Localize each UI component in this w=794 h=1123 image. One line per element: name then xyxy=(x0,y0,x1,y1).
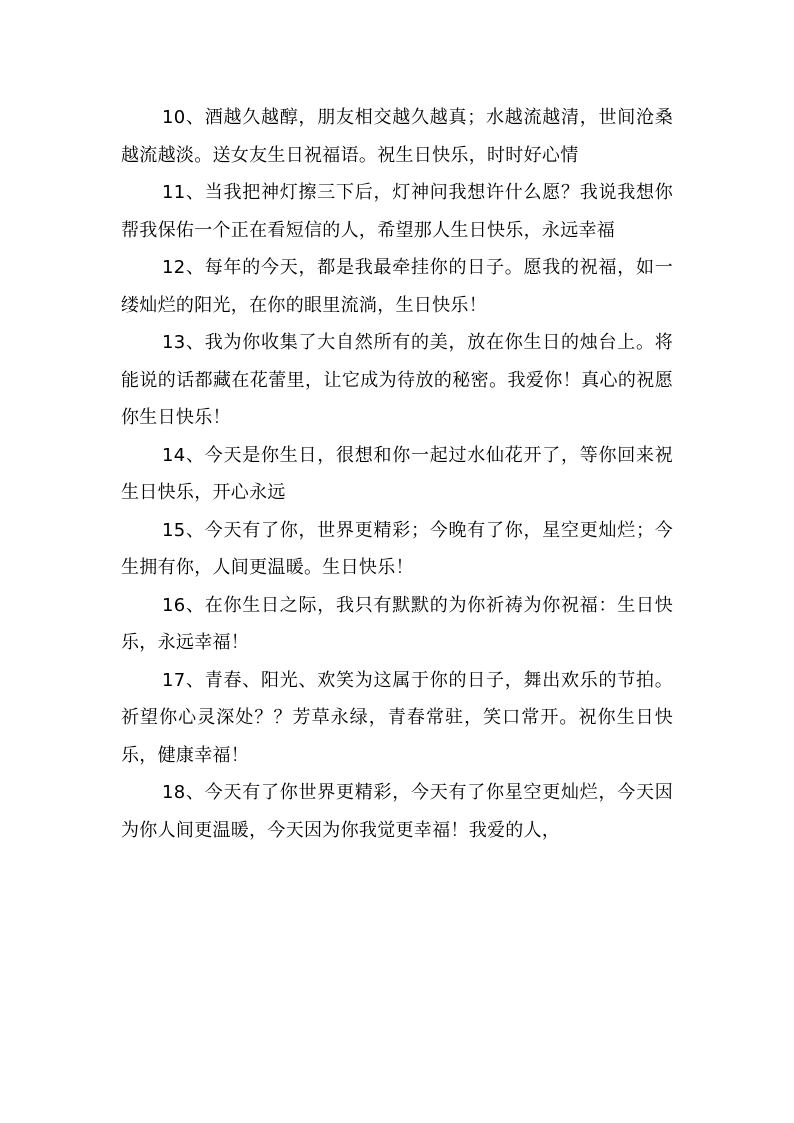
paragraph-12: 12、每年的今天，都是我最牵挂你的日子。愿我的祝福，如一缕灿烂的阳光，在你的眼里流淌，生日快乐！ xyxy=(121,257,673,316)
paragraph-17: 17、青春、阳光、欢笑为这属于你的日子，舞出欢乐的节拍。祈望你心灵深处？？芳草永绿，青春常驻，笑口常开。祝你生日快乐，健康幸福！ xyxy=(121,669,673,766)
document-body xyxy=(121,99,673,849)
paragraph-14: 14、今天是你生日，很想和你一起过水仙花开了，等你回来祝生日快乐，开心永远 xyxy=(121,444,673,503)
paragraph-10: 10、酒越久越醇，朋友相交越久越真；水越流越清，世间沧桑越流越淡。送女友生日祝福语。祝生日快乐，时时好心情 xyxy=(121,107,673,166)
paragraph-16: 16、在你生日之际，我只有默默的为你祈祷为你祝福：生日快乐，永远幸福！ xyxy=(121,594,673,653)
paragraph-15: 15、今天有了你，世界更精彩；今晚有了你，星空更灿烂；今生拥有你，人间更温暖。生日快乐！ xyxy=(121,519,673,578)
paragraph-13: 13、我为你收集了大自然所有的美，放在你生日的烛台上。将能说的话都藏在花蕾里，让它成为待放的秘密。我爱你！真心的祝愿你生日快乐！ xyxy=(121,332,673,428)
paragraph-18: 18、今天有了你世界更精彩，今天有了你星空更灿烂，今天因为你人间更温暖，今天因为你我觉更幸福！我爱的人， xyxy=(121,782,673,841)
paragraph-11: 11、当我把神灯擦三下后，灯神问我想许什么愿？我说我想你帮我保佑一个正在看短信的人，希望那人生日快乐，永远幸福 xyxy=(121,182,673,241)
